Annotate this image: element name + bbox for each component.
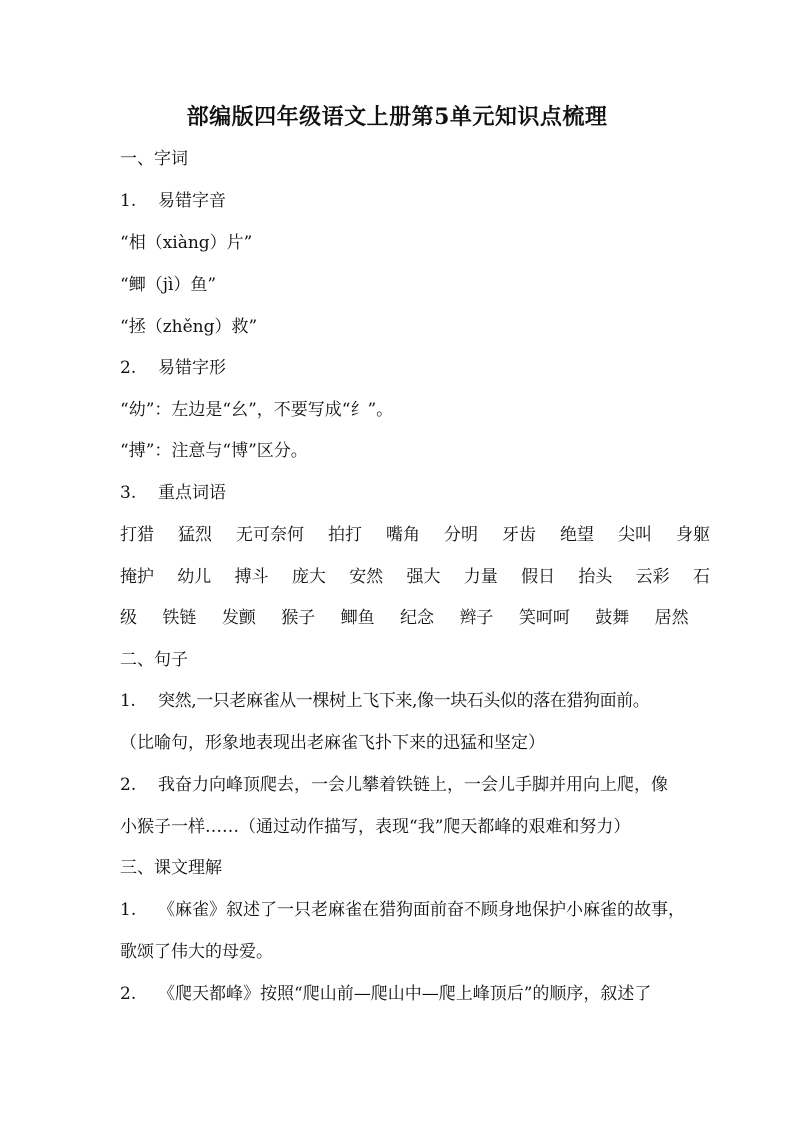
kewen-text: 《爬天都峰》按照“爬山前—爬山中—爬上峰顶后”的顺序，叙述了 — [158, 984, 652, 1004]
word: 云彩 — [635, 567, 670, 587]
word-row — [120, 562, 710, 592]
sentence-text: 突然,一只老麻雀从一棵树上飞下来,像一块石头似的落在猎狗面前。 — [158, 691, 650, 711]
word: 拍打 — [328, 525, 362, 545]
subheading-number: 2. — [120, 358, 137, 378]
sentence-paragraph — [120, 770, 720, 800]
word: 尖叫 — [618, 525, 652, 545]
section-heading-juzi: 二、句子 — [120, 650, 188, 670]
subheading-zixing — [120, 353, 720, 383]
word: 幼儿 — [177, 567, 212, 587]
word: 打猎 — [120, 525, 154, 545]
word: 身躯 — [676, 525, 710, 545]
word: 分明 — [444, 525, 478, 545]
word: 搏斗 — [234, 567, 269, 587]
word: 掩护 — [120, 567, 154, 587]
subheading-ziyin — [120, 186, 720, 216]
kewen-text: 《麻雀》叙述了一只老麻雀在猎狗面前奋不顾身地保护小麻雀的故事， — [158, 900, 685, 920]
word: 石 — [692, 567, 710, 587]
kewen-paragraph — [120, 895, 720, 925]
word: 猛烈 — [178, 525, 212, 545]
subheading-label: 易错字音 — [158, 191, 226, 211]
section-heading-kewen: 三、课文理解 — [120, 858, 222, 878]
word: 强大 — [406, 567, 441, 587]
page-title: 部编版四年级语文上册第5单元知识点梳理 — [186, 104, 608, 130]
item-number: 2. — [120, 984, 137, 1004]
word: 鲫鱼 — [340, 608, 375, 628]
zixing-item: “幼”：左边是“幺”，不要写成“纟”。 — [120, 400, 394, 420]
kewen-text-continued: 歌颂了伟大的母爱。 — [120, 942, 273, 962]
kewen-paragraph — [120, 979, 720, 1009]
word: 抬头 — [578, 567, 613, 587]
word: 鼓舞 — [595, 608, 630, 628]
subheading-ciyu — [120, 478, 720, 508]
zixing-item: “搏”：注意与“博”区分。 — [120, 441, 308, 461]
word: 辫子 — [459, 608, 494, 628]
word: 发颤 — [221, 608, 256, 628]
item-number: 1. — [120, 691, 136, 711]
section-heading-ciyu: 一、字词 — [120, 149, 188, 169]
word: 牙齿 — [502, 525, 536, 545]
word: 安然 — [349, 567, 384, 587]
word: 笑呵呵 — [518, 608, 570, 628]
word: 假日 — [521, 567, 556, 587]
subheading-label: 重点词语 — [158, 483, 226, 503]
subheading-number: 1. — [120, 191, 137, 211]
sentence-note: 小猴子一样……（通过动作描写，表现“我”爬天都峰的艰难和努力） — [120, 817, 631, 837]
word: 无可奈何 — [236, 525, 304, 545]
word: 庞大 — [291, 567, 326, 587]
sentence-text: 我奋力向峰顶爬去，一会儿攀着铁链上，一会儿手脚并用向上爬，像 — [158, 775, 668, 795]
word: 猴子 — [281, 608, 316, 628]
sentence-paragraph — [120, 686, 720, 716]
word: 力量 — [463, 567, 498, 587]
ziyin-item: “拯（zhěng）救” — [120, 317, 258, 337]
ziyin-item: “鲫（jì）鱼” — [120, 275, 217, 295]
word: 铁链 — [162, 608, 197, 628]
word-row — [120, 603, 720, 633]
word: 绝望 — [560, 525, 594, 545]
ziyin-item: “相（xiàng）片” — [120, 233, 253, 253]
subheading-number: 3. — [120, 483, 137, 503]
word: 嘴角 — [386, 525, 420, 545]
item-number: 1. — [120, 900, 137, 920]
word: 级 — [120, 608, 137, 628]
sentence-note: （比喻句，形象地表现出老麻雀飞扑下来的迅猛和坚定） — [120, 733, 545, 753]
word: 居然 — [654, 608, 689, 628]
item-number: 2. — [120, 775, 137, 795]
word-row — [120, 520, 710, 550]
subheading-label: 易错字形 — [158, 358, 226, 378]
word: 纪念 — [400, 608, 435, 628]
